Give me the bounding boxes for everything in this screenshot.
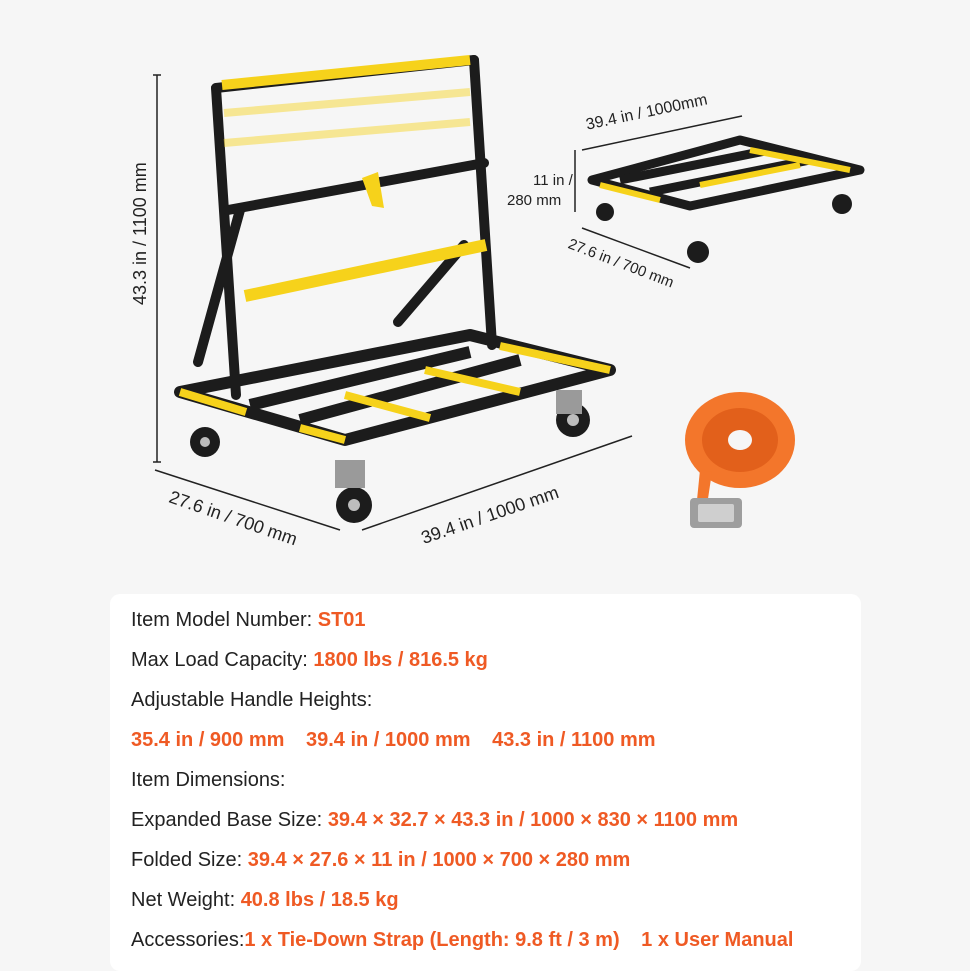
tie-down-strap-icon: [685, 392, 795, 528]
spec-row-folded: [131, 840, 861, 880]
spec-row-model: [131, 600, 861, 640]
spec-row-handle-values: [131, 720, 861, 760]
handle-height-value: 35.4 in / 900 mm: [131, 729, 285, 751]
spec-row-accessories: [131, 920, 861, 960]
spec-value: 1800 lbs / 816.5 kg: [313, 649, 488, 671]
spec-label: Item Model Number:: [131, 609, 313, 631]
spec-row-dimensions: [131, 760, 861, 800]
spec-value: 1 x Tie-Down Strap (Length: 9.8 ft / 3 m): [244, 929, 620, 951]
spec-label: Accessories:: [131, 929, 245, 951]
spec-row-handle-heights: [131, 680, 861, 720]
main-height-label: 43.3 in / 1100 mm: [130, 162, 150, 305]
folded-depth-label: 27.6 in / 700 mm: [565, 235, 677, 292]
spec-row-weight: [131, 880, 861, 920]
handle-height-value: 43.3 in / 1100 mm: [492, 729, 656, 751]
main-depth-label: 27.6 in / 700 mm: [166, 486, 300, 550]
spec-label: Expanded Base Size:: [131, 809, 323, 831]
spec-label: Item Dimensions:: [131, 769, 286, 791]
spec-value: ST01: [317, 609, 366, 631]
folded-height-label-line2: 280 mm: [507, 192, 562, 209]
spec-label: Max Load Capacity:: [131, 649, 308, 671]
spec-label: Net Weight:: [131, 889, 236, 911]
folded-height-label-line1: 11 in /: [533, 172, 573, 189]
spec-label: Adjustable Handle Heights:: [131, 689, 373, 711]
spec-label: Folded Size:: [131, 849, 243, 871]
main-length-label: 39.4 in / 1000 mm: [418, 482, 562, 548]
spec-panel: [110, 594, 861, 971]
spec-value: 39.4 × 27.6 × 11 in / 1000 × 700 × 280 mm: [247, 849, 631, 871]
handle-height-value: 39.4 in / 1000 mm: [305, 729, 471, 751]
folded-length-label: 39.4 in / 1000mm: [584, 91, 709, 134]
spec-row-expanded: [131, 800, 861, 840]
spec-value: 39.4 × 32.7 × 43.3 in / 1000 × 830 × 1100 mm: [327, 809, 739, 831]
spec-value: 1 x User Manual: [641, 929, 794, 951]
spec-row-load: [131, 640, 861, 680]
spec-value: 40.8 lbs / 18.5 kg: [240, 889, 399, 911]
